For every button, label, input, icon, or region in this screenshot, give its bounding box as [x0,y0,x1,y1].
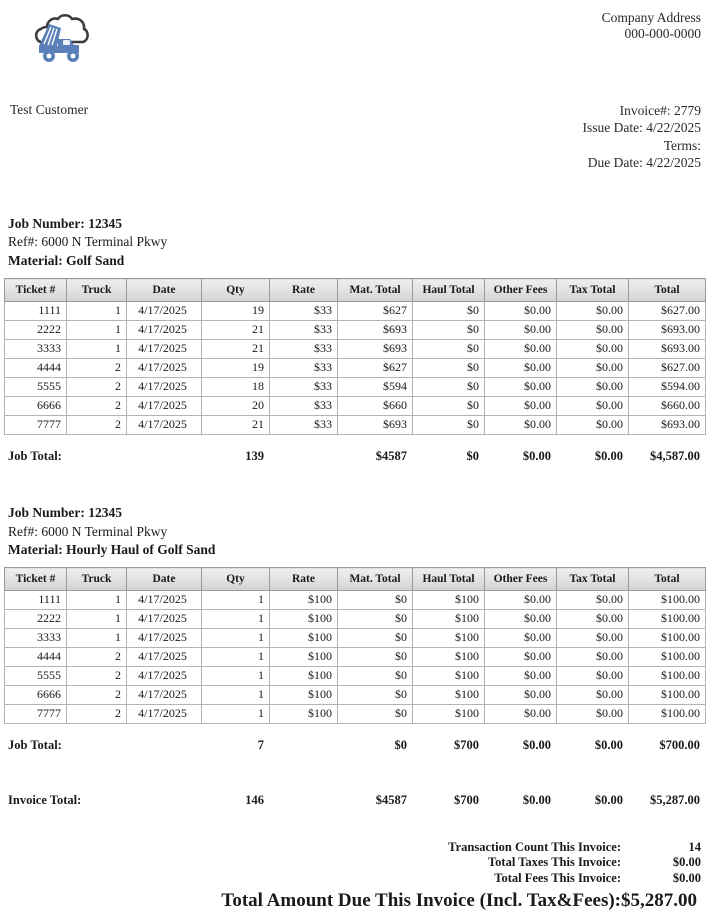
dump-truck-cloud-logo-icon [27,13,93,69]
cell-other-fees: $0.00 [485,321,557,340]
cell-haul-total: $100 [413,705,485,724]
cell-truck: 2 [67,397,127,416]
cell-total: $693.00 [629,416,706,435]
issue-date: Issue Date: 4/22/2025 [582,120,701,136]
col-date: Date [127,279,202,302]
col-haul-total: Haul Total [413,568,485,591]
cell-haul-total: $0 [413,416,485,435]
cell-ticket: 2222 [5,610,67,629]
cell-mat-total: $0 [338,686,413,705]
invoice-total-mat: $4587 [375,793,408,808]
cell-mat-total: $693 [338,416,413,435]
cell-tax-total: $0.00 [557,340,629,359]
cell-date: 4/17/2025 [127,686,202,705]
cell-truck: 2 [67,705,127,724]
cell-haul-total: $100 [413,686,485,705]
table-row [5,667,706,686]
cell-qty: 21 [202,416,270,435]
table-row [5,686,706,705]
invoice-summary [4,840,705,912]
cell-mat-total: $594 [338,378,413,397]
table-row [5,705,706,724]
col-other-fees: Other Fees [485,568,557,591]
cell-mat-total: $693 [338,340,413,359]
cell-tax-total: $0.00 [557,591,629,610]
col-total: Total [629,568,706,591]
cell-haul-total: $0 [413,321,485,340]
cell-ticket: 6666 [5,397,67,416]
job-total-tax-1: $0.00 [594,449,624,464]
cell-date: 4/17/2025 [127,629,202,648]
cell-truck: 2 [67,416,127,435]
job-total-qty-2: 7 [257,738,265,753]
summary-transaction-count [4,840,701,855]
job-total-total-2: $700.00 [659,738,701,753]
terms: Terms: [663,137,701,153]
cell-truck: 1 [67,302,127,321]
cell-date: 4/17/2025 [127,359,202,378]
cell-rate: $33 [270,302,338,321]
cell-haul-total: $0 [413,397,485,416]
cell-other-fees: $0.00 [485,648,557,667]
cell-other-fees: $0.00 [485,397,557,416]
table-row [5,591,706,610]
cell-date: 4/17/2025 [127,648,202,667]
cell-date: 4/17/2025 [127,340,202,359]
cell-other-fees: $0.00 [485,416,557,435]
table-header-row [5,568,706,591]
cell-ticket: 3333 [5,340,67,359]
cell-total: $100.00 [629,591,706,610]
cell-truck: 2 [67,648,127,667]
job-number-1: Job Number: 12345 [8,216,122,232]
cell-rate: $33 [270,359,338,378]
col-mat-total: Mat. Total [338,279,413,302]
cell-haul-total: $100 [413,610,485,629]
cell-other-fees: $0.00 [485,610,557,629]
table-row [5,416,706,435]
table-row [5,302,706,321]
cell-total: $627.00 [629,302,706,321]
job-total-label-2: Job Total: [8,738,62,753]
table-row [5,321,706,340]
cell-tax-total: $0.00 [557,378,629,397]
cell-tax-total: $0.00 [557,397,629,416]
cell-rate: $33 [270,321,338,340]
cell-ticket: 7777 [5,416,67,435]
cell-tax-total: $0.00 [557,302,629,321]
job-total-total-1: $4,587.00 [650,449,701,464]
cell-truck: 2 [67,686,127,705]
job-total-haul-1: $0 [466,449,480,464]
table-row [5,340,706,359]
cell-mat-total: $0 [338,629,413,648]
cell-date: 4/17/2025 [127,416,202,435]
job-info-1 [4,215,705,270]
cell-haul-total: $100 [413,629,485,648]
cell-other-fees: $0.00 [485,686,557,705]
tickets-body-2 [5,591,706,724]
invoice-meta-row [4,102,705,171]
col-qty: Qty [202,279,270,302]
cell-qty: 21 [202,321,270,340]
company-phone: 000-000-0000 [624,26,701,42]
invoice-total-qty: 146 [245,793,265,808]
job-total-tax-2: $0.00 [594,738,624,753]
col-qty: Qty [202,568,270,591]
cell-ticket: 4444 [5,359,67,378]
cell-tax-total: $0.00 [557,705,629,724]
job-total-other-2: $0.00 [522,738,552,753]
job-total-label-1: Job Total: [8,449,62,464]
cell-rate: $100 [270,591,338,610]
job-ref-2: Ref#: 6000 N Terminal Pkwy [8,523,168,539]
invoice-total-total: $5,287.00 [650,793,701,808]
cell-other-fees: $0.00 [485,629,557,648]
job-material-1: Material: Golf Sand [8,252,125,268]
cell-other-fees: $0.00 [485,667,557,686]
cell-rate: $100 [270,686,338,705]
cell-qty: 20 [202,397,270,416]
col-mat-total: Mat. Total [338,568,413,591]
cell-mat-total: $0 [338,591,413,610]
cell-total: $627.00 [629,359,706,378]
table-row [5,610,706,629]
job-total-rate-2 [269,736,337,755]
cell-date: 4/17/2025 [127,302,202,321]
job-total-rate-1 [269,447,337,466]
cell-qty: 1 [202,629,270,648]
cell-qty: 18 [202,378,270,397]
cell-haul-total: $0 [413,359,485,378]
cell-truck: 1 [67,340,127,359]
cell-total: $100.00 [629,705,706,724]
cell-rate: $100 [270,705,338,724]
grand-total-label: Total Amount Due This Invoice (Incl. Tax&Fees): [221,889,621,911]
company-logo [20,6,100,76]
company-address: Company Address [601,10,701,25]
page-header [4,0,705,76]
invoice-number: Invoice#: 2779 [619,103,701,118]
cell-truck: 1 [67,591,127,610]
table-row [5,378,706,397]
col-total: Total [629,279,706,302]
total-fees-value: $0.00 [672,870,701,885]
cell-qty: 19 [202,359,270,378]
job-total-mat-1: $4587 [375,449,408,464]
cell-tax-total: $0.00 [557,416,629,435]
cell-mat-total: $627 [338,359,413,378]
grand-total-row [4,890,701,912]
job-material-2: Material: Hourly Haul of Golf Sand [8,541,216,557]
cell-rate: $100 [270,667,338,686]
cell-ticket: 1111 [5,591,67,610]
col-rate: Rate [270,568,338,591]
cell-ticket: 4444 [5,648,67,667]
job-section-1 [4,215,705,466]
cell-mat-total: $660 [338,397,413,416]
cell-qty: 21 [202,340,270,359]
cell-date: 4/17/2025 [127,397,202,416]
cell-truck: 2 [67,359,127,378]
cell-total: $693.00 [629,321,706,340]
cell-truck: 2 [67,667,127,686]
cell-total: $660.00 [629,397,706,416]
table-row [5,397,706,416]
invoice-total-haul: $700 [454,793,480,808]
cell-total: $693.00 [629,340,706,359]
job-info-2 [4,504,705,559]
job-total-qty-1: 139 [245,449,265,464]
job-total-mat-2: $0 [394,738,408,753]
invoice-details-block [583,102,705,171]
invoice-total-tax: $0.00 [594,793,624,808]
table-row [5,359,706,378]
cell-mat-total: $0 [338,648,413,667]
cell-mat-total: $627 [338,302,413,321]
cell-truck: 2 [67,378,127,397]
cell-date: 4/17/2025 [127,705,202,724]
col-ticket: Ticket # [5,568,67,591]
cell-total: $100.00 [629,667,706,686]
cell-mat-total: $693 [338,321,413,340]
cell-date: 4/17/2025 [127,321,202,340]
col-truck: Truck [67,279,127,302]
col-other-fees: Other Fees [485,279,557,302]
cell-haul-total: $0 [413,302,485,321]
job-total-haul-2: $700 [454,738,480,753]
invoice-total-label: Invoice Total: [8,793,82,808]
col-truck: Truck [67,568,127,591]
transaction-count-label: Transaction Count This Invoice: [448,840,621,855]
cell-other-fees: $0.00 [485,705,557,724]
cell-total: $100.00 [629,686,706,705]
total-taxes-label: Total Taxes This Invoice: [487,855,621,870]
col-ticket: Ticket # [5,279,67,302]
cell-other-fees: $0.00 [485,591,557,610]
cell-qty: 1 [202,705,270,724]
total-taxes-value: $0.00 [672,855,701,870]
col-date: Date [127,568,202,591]
job-total-row-2 [4,736,705,755]
job-number-2: Job Number: 12345 [8,505,122,521]
job-total-other-1: $0.00 [522,449,552,464]
cell-qty: 1 [202,686,270,705]
cell-haul-total: $100 [413,591,485,610]
summary-total-fees [4,871,701,886]
cell-truck: 1 [67,610,127,629]
cell-haul-total: $100 [413,648,485,667]
cell-ticket: 2222 [5,321,67,340]
cell-haul-total: $0 [413,378,485,397]
cell-ticket: 3333 [5,629,67,648]
due-date: Due Date: 4/22/2025 [587,154,701,170]
tickets-body-1 [5,302,706,435]
table-row [5,629,706,648]
cell-tax-total: $0.00 [557,667,629,686]
cell-other-fees: $0.00 [485,378,557,397]
table-header-row [5,279,706,302]
cell-ticket: 5555 [5,667,67,686]
cell-mat-total: $0 [338,610,413,629]
cell-other-fees: $0.00 [485,340,557,359]
cell-tax-total: $0.00 [557,648,629,667]
summary-total-taxes [4,855,701,870]
cell-tax-total: $0.00 [557,321,629,340]
cell-rate: $33 [270,340,338,359]
invoice-total-rate [269,791,337,810]
grand-total-value: $5,287.00 [621,889,697,911]
col-haul-total: Haul Total [413,279,485,302]
transaction-count-value: 14 [688,840,701,855]
cell-qty: 19 [202,302,270,321]
cell-qty: 1 [202,610,270,629]
cell-mat-total: $0 [338,667,413,686]
invoice-total-row [4,791,705,810]
cell-qty: 1 [202,648,270,667]
cell-rate: $100 [270,629,338,648]
table-row [5,648,706,667]
cell-qty: 1 [202,667,270,686]
cell-date: 4/17/2025 [127,610,202,629]
cell-other-fees: $0.00 [485,302,557,321]
col-rate: Rate [270,279,338,302]
cell-date: 4/17/2025 [127,378,202,397]
tickets-table-1 [4,278,706,435]
tickets-table-2 [4,567,706,724]
cell-tax-total: $0.00 [557,686,629,705]
cell-total: $100.00 [629,648,706,667]
cell-haul-total: $0 [413,340,485,359]
cell-date: 4/17/2025 [127,667,202,686]
cell-tax-total: $0.00 [557,359,629,378]
job-total-row-1 [4,447,705,466]
cell-other-fees: $0.00 [485,359,557,378]
col-tax-total: Tax Total [557,568,629,591]
customer-name: Test Customer [10,102,89,117]
cell-qty: 1 [202,591,270,610]
cell-mat-total: $0 [338,705,413,724]
cell-total: $594.00 [629,378,706,397]
job-section-2 [4,504,705,755]
cell-rate: $33 [270,416,338,435]
cell-haul-total: $100 [413,667,485,686]
cell-total: $100.00 [629,610,706,629]
company-contact-block [602,6,705,43]
cell-rate: $33 [270,378,338,397]
col-tax-total: Tax Total [557,279,629,302]
cell-ticket: 7777 [5,705,67,724]
job-ref-1: Ref#: 6000 N Terminal Pkwy [8,234,168,250]
cell-ticket: 5555 [5,378,67,397]
total-fees-label: Total Fees This Invoice: [494,870,621,885]
cell-total: $100.00 [629,629,706,648]
cell-rate: $33 [270,397,338,416]
cell-rate: $100 [270,648,338,667]
invoice-total-other: $0.00 [522,793,552,808]
cell-truck: 1 [67,629,127,648]
cell-tax-total: $0.00 [557,629,629,648]
cell-tax-total: $0.00 [557,610,629,629]
cell-rate: $100 [270,610,338,629]
cell-truck: 1 [67,321,127,340]
cell-ticket: 1111 [5,302,67,321]
cell-date: 4/17/2025 [127,591,202,610]
cell-ticket: 6666 [5,686,67,705]
